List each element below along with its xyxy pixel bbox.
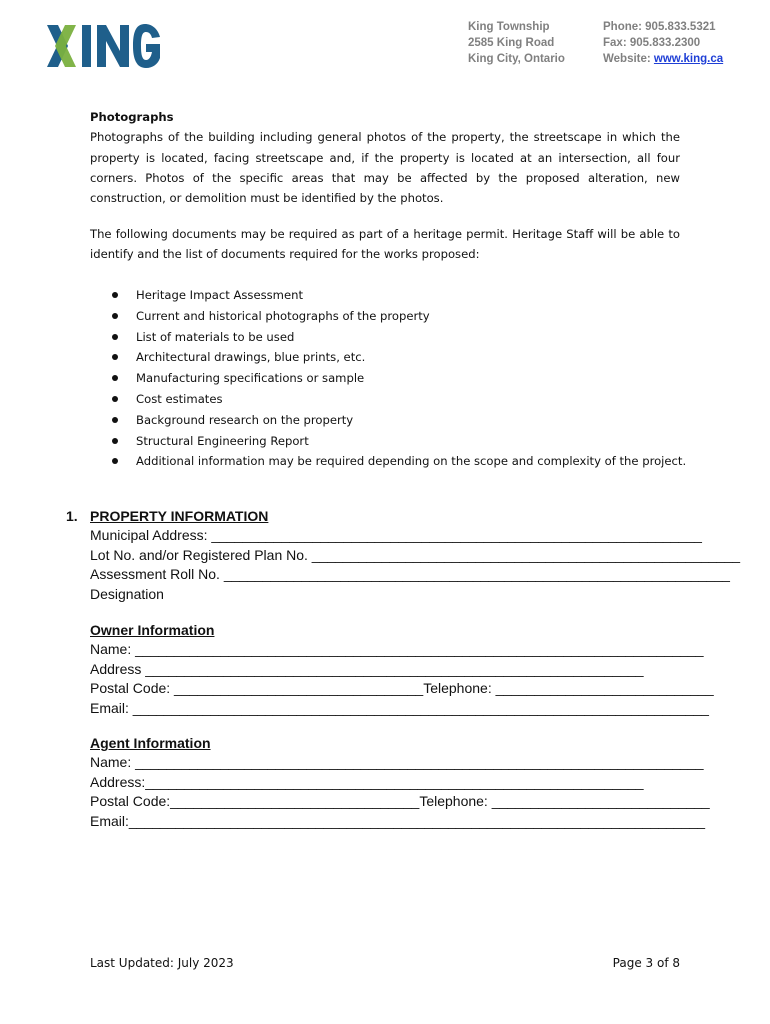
list-item: Structural Engineering Report [108, 431, 686, 452]
list-item: Manufacturing specifications or sample [108, 368, 686, 389]
designation-field[interactable]: Designation [90, 585, 164, 602]
list-item: List of materials to be used [108, 327, 686, 348]
list-item: Additional information may be required depending on the scope and complexity of the project. [108, 451, 686, 472]
section-title: PROPERTY INFORMATION [90, 508, 269, 524]
documents-list [108, 285, 686, 472]
section-number: 1. [66, 508, 78, 524]
header-address-block [468, 19, 565, 67]
website-line [603, 51, 723, 67]
phone-number: Phone: 905.833.5321 [603, 21, 716, 33]
bullet-icon [112, 417, 118, 423]
photographs-section [90, 107, 680, 208]
bullet-icon [112, 313, 118, 319]
list-item: Heritage Impact Assessment [108, 285, 686, 306]
municipal-address-field[interactable]: Municipal Address: _______________________________________________________________ [90, 527, 702, 544]
list-item: Architectural drawings, blue prints, etc. [108, 347, 686, 368]
agent-postal-telephone-field[interactable]: Postal Code:________________________________Telephone: ____________________________ [90, 793, 710, 810]
last-updated: Last Updated: July 2023 [90, 956, 234, 970]
lot-number-field[interactable]: Lot No. and/or Registered Plan No. _______________________________________________________ [90, 546, 741, 563]
org-name: King Township [468, 21, 550, 33]
list-item: Background research on the property [108, 410, 686, 431]
bullet-icon [112, 396, 118, 402]
documents-intro: The following documents may be required as part of a heritage permit. Heritage Staff will be able to identify and the list of documents required for the works proposed: [90, 227, 680, 262]
agent-information-heading: Agent Information [90, 735, 211, 752]
owner-name-field[interactable]: Name: _________________________________________________________________________ [90, 641, 704, 658]
bullet-icon [112, 438, 118, 444]
bullet-icon [112, 375, 118, 381]
fax-number: Fax: 905.833.2300 [603, 37, 701, 49]
agent-address-field[interactable]: Address:________________________________________________________________ [90, 773, 644, 790]
list-item: Cost estimates [108, 389, 686, 410]
bullet-icon [112, 292, 118, 298]
website-link[interactable]: www.king.ca [653, 53, 724, 65]
bullet-icon [112, 354, 118, 360]
owner-address-field[interactable]: Address ________________________________________________________________ [90, 660, 644, 677]
bullet-icon [112, 458, 118, 464]
street-address: 2585 King Road [468, 37, 555, 49]
agent-email-field[interactable]: Email:__________________________________________________________________________ [90, 812, 706, 829]
owner-information-heading: Owner Information [90, 622, 215, 639]
list-item: Current and historical photographs of the property [108, 306, 686, 327]
city-address: King City, Ontario [468, 53, 565, 65]
property-information-form [66, 507, 750, 831]
photographs-text: Photographs of the building including general photos of the property, the streetscape in which the property is located, facing streetscape and, if the property is located at an intersection, all four corners. Photos of the specific areas that may be affected by the proposed alteration, new construction, or demolition must be identified by the photos. [90, 130, 680, 206]
agent-name-field[interactable]: Name: _________________________________________________________________________ [90, 754, 704, 771]
bullet-icon [112, 334, 118, 340]
king-township-logo [44, 22, 162, 70]
owner-email-field[interactable]: Email: __________________________________________________________________________ [90, 699, 709, 716]
page-number: Page 3 of 8 [612, 956, 680, 970]
owner-postal-telephone-field[interactable]: Postal Code: ________________________________Telephone: ____________________________ [90, 680, 714, 697]
header-contact-block [603, 19, 723, 67]
website-label: Website: [603, 53, 654, 65]
photographs-title: Photographs [90, 110, 174, 124]
assessment-roll-field[interactable]: Assessment Roll No. _________________________________________________________________ [90, 566, 730, 583]
